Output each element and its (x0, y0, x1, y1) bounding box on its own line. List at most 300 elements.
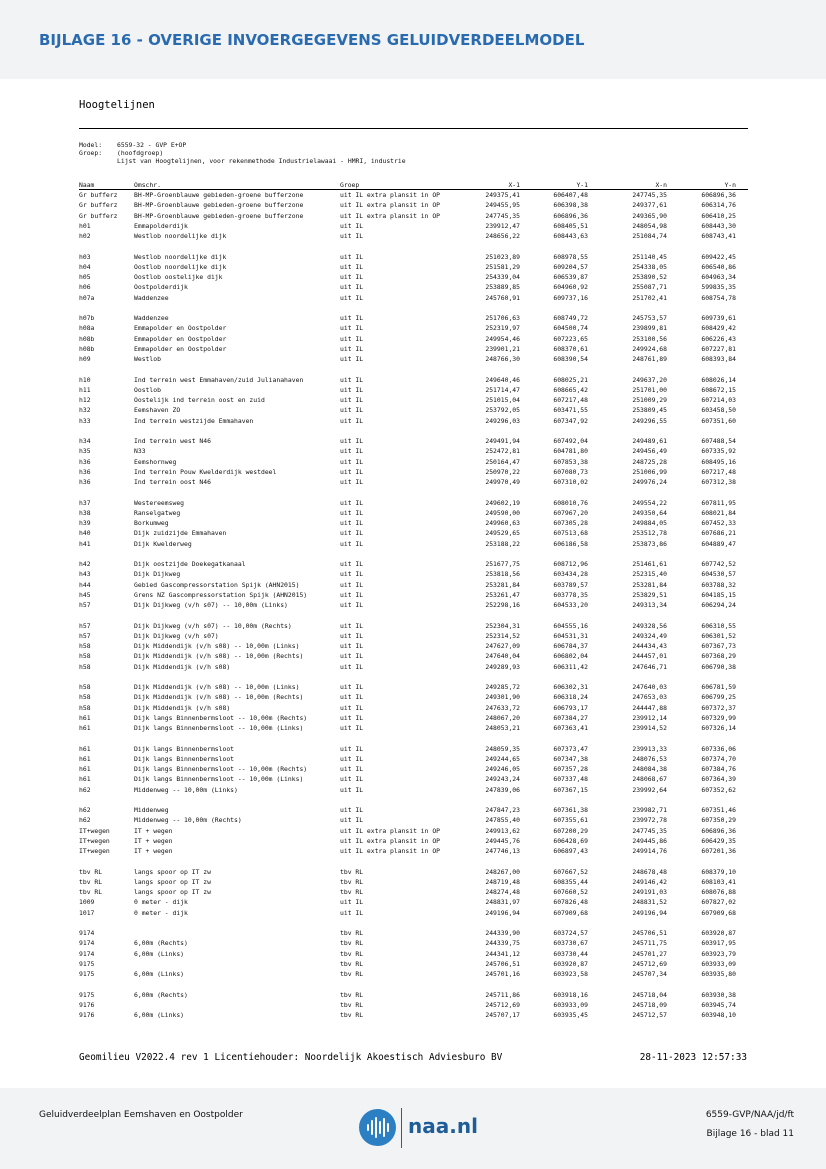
cell-yn: 607364,39 (701, 775, 736, 784)
cell-xn: 239982,71 (632, 806, 667, 814)
cell-y1: 603778,35 (553, 590, 588, 599)
table-row (79, 764, 748, 774)
table-row (79, 200, 748, 210)
cell-y1: 606302,31 (553, 683, 588, 691)
cell-xn: 251009,29 (632, 396, 667, 404)
table-row (79, 498, 748, 508)
cell-x1: 244339,90 (485, 929, 520, 937)
cell-x1: 245711,86 (485, 990, 520, 999)
cell-naam: h57 (79, 631, 91, 640)
table-row (79, 231, 748, 241)
cell-groep: uit IL (340, 642, 364, 650)
cell-x1: 248831,97 (485, 898, 520, 907)
cell-x1: 249590,00 (485, 508, 520, 517)
cell-xn: 239912,14 (632, 713, 667, 722)
groep-value: (hoofdgroep) (117, 149, 164, 158)
cell-groep: uit IL (340, 806, 364, 814)
cell-naam: h45 (79, 590, 91, 599)
cell-xn: 249914,76 (632, 847, 667, 855)
cell-y1: 607305,28 (553, 519, 588, 527)
table-row (79, 252, 748, 262)
cell-omschr: Ind terrein westzijde Emmahaven (134, 416, 254, 425)
table-row (79, 662, 748, 672)
table-row (79, 703, 748, 713)
cell-omschr: Dijk Dijkweg (134, 570, 181, 579)
col-y1: Y-1 (576, 181, 588, 189)
cell-naam: h44 (79, 580, 91, 589)
cell-y1: 607373,47 (553, 744, 588, 753)
cell-groep: uit IL (340, 652, 364, 661)
cell-xn: 245712,69 (632, 959, 667, 968)
cell-x1: 251714,47 (485, 385, 520, 394)
cell-y1: 607337,48 (553, 775, 588, 784)
cell-x1: 248656,22 (485, 232, 520, 240)
cell-groep: tbv RL (340, 949, 364, 958)
cell-yn: 607335,92 (701, 447, 736, 456)
cell-x1: 249529,65 (485, 529, 520, 538)
cell-y1: 604555,16 (553, 621, 588, 630)
cell-yn: 603788,32 (701, 580, 736, 589)
cell-y1: 603724,57 (553, 929, 588, 937)
logo-separator (401, 1108, 402, 1148)
cell-xn: 249328,56 (632, 621, 667, 630)
cell-x1: 245701,16 (485, 970, 520, 978)
table-row (79, 395, 748, 405)
logo-text: naa.nl (408, 1114, 478, 1138)
cell-yn: 607329,99 (701, 713, 736, 722)
cell-xn: 249365,90 (632, 211, 667, 220)
cell-x1: 250164,47 (485, 457, 520, 466)
col-groep: Groep (340, 181, 360, 189)
cell-xn: 248076,53 (632, 754, 667, 763)
col-xn: X-n (655, 181, 667, 189)
table-row (79, 344, 748, 354)
list-description: Lijst van Hoogtelijnen, voor rekenmethode Industrielawaai - HMRI, industrie (117, 157, 406, 166)
cell-x1: 251015,04 (485, 396, 520, 404)
cell-groep: tbv RL (340, 877, 364, 886)
cell-naam: 1017 (79, 908, 95, 917)
cell-y1: 608355,44 (553, 877, 588, 886)
cell-naam: h07b (79, 314, 95, 322)
section-title: Hoogtelijnen (79, 99, 155, 111)
model-label: Model: (79, 141, 103, 149)
cell-naam: 9176 (79, 1000, 95, 1009)
cell-y1: 604960,92 (553, 283, 588, 292)
cell-naam: 9176 (79, 1011, 95, 1019)
table-row (79, 959, 748, 969)
table-row (79, 518, 748, 528)
cell-x1: 248719,48 (485, 877, 520, 886)
cell-yn: 607227,81 (701, 344, 736, 353)
cell-y1: 604533,20 (553, 601, 588, 609)
cell-y1: 608390,54 (553, 355, 588, 363)
cell-yn: 608076,88 (701, 888, 736, 896)
cell-xn: 244434,43 (632, 642, 667, 650)
cell-xn: 239899,81 (632, 324, 667, 333)
group-spacer (79, 241, 748, 251)
cell-naam: IT+wegen (79, 836, 110, 845)
cell-naam: h58 (79, 662, 91, 671)
cell-yn: 606314,76 (701, 201, 736, 210)
cell-groep: uit IL extra plansit in OP (340, 191, 441, 199)
table-row (79, 949, 748, 959)
cell-xn: 253512,78 (632, 529, 667, 538)
cell-y1: 606428,69 (553, 836, 588, 845)
cell-groep: uit IL (340, 324, 364, 333)
cell-groep: uit IL extra plansit in OP (340, 211, 441, 220)
cell-omschr: Dijk Middendijk (v/h s08) -- 10,00m (Rechts) (134, 693, 304, 702)
cell-naam: h12 (79, 396, 91, 404)
cell-yn: 606310,55 (701, 621, 736, 630)
cell-xn: 247640,03 (632, 683, 667, 691)
cell-naam: 9174 (79, 949, 95, 958)
cell-naam: 9175 (79, 959, 95, 968)
group-spacer (79, 795, 748, 805)
cell-omschr: langs spoor op IT zw (134, 877, 211, 886)
cell-y1: 607363,41 (553, 724, 588, 732)
cell-groep: uit IL (340, 283, 364, 292)
cell-groep: uit IL (340, 355, 364, 363)
cell-omschr: Middenweg -- 10,00m (Links) (134, 785, 238, 794)
cell-groep: uit IL (340, 273, 364, 281)
cell-y1: 608370,61 (553, 344, 588, 353)
table-row (79, 600, 748, 610)
cell-yn: 607351,60 (701, 416, 736, 425)
cell-naam: tbv RL (79, 877, 103, 886)
cell-naam: h08b (79, 344, 95, 353)
table-row (79, 282, 748, 292)
table-row (79, 221, 748, 231)
cell-omschr: Westlob noordelijke dijk (134, 232, 227, 240)
cell-naam: h02 (79, 232, 91, 240)
cell-naam: Gr bufferz (79, 201, 118, 210)
cell-y1: 608665,42 (553, 385, 588, 394)
cell-xn: 249489,61 (632, 437, 667, 445)
cell-xn: 245753,57 (632, 314, 667, 322)
cell-xn: 252315,40 (632, 570, 667, 579)
cell-y1: 606897,43 (553, 847, 588, 855)
cell-omschr: Eemshornweg (134, 457, 177, 466)
cell-naam: h61 (79, 765, 91, 773)
col-omschr: Omschr. (134, 181, 161, 189)
table-row (79, 938, 748, 948)
cell-omschr: IT + wegen (134, 826, 173, 835)
cell-groep: uit IL (340, 293, 364, 302)
cell-omschr: BH-MP-Groenblauwe gebieden-groene bufferzone (134, 201, 304, 210)
table-row (79, 723, 748, 733)
cell-groep: uit IL (340, 334, 364, 343)
table-row (79, 641, 748, 651)
cell-yn: 603920,87 (701, 929, 736, 937)
cell-omschr: Dijk zuidzijde Emmahaven (134, 529, 227, 538)
cell-naam: h06 (79, 283, 91, 292)
cell-omschr: Gebied Gascompressorstation Spijk (AHN2015) (134, 580, 300, 589)
cell-omschr: langs spoor op IT zw (134, 867, 211, 876)
cell-y1: 606186,58 (553, 539, 588, 548)
cell-y1: 607667,52 (553, 867, 588, 876)
cell-x1: 249640,46 (485, 375, 520, 384)
cell-groep: uit IL extra plansit in OP (340, 836, 441, 845)
cell-groep: uit IL (340, 631, 364, 640)
cell-yn: 606799,25 (701, 693, 736, 702)
cell-xn: 248725,28 (632, 457, 667, 466)
cell-y1: 606407,48 (553, 191, 588, 199)
cell-naam: tbv RL (79, 867, 103, 876)
cell-omschr: Oostpolderdijk (134, 283, 188, 292)
cell-groep: uit IL (340, 262, 364, 271)
table-row (79, 1000, 748, 1010)
cell-omschr: Dijk Middendijk (v/h s08) -- 10,00m (Links) (134, 683, 300, 691)
cell-y1: 608749,72 (553, 314, 588, 322)
cell-groep: uit IL (340, 662, 364, 671)
cell-x1: 245706,51 (485, 959, 520, 968)
cell-naam: h39 (79, 519, 91, 527)
cell-yn: 608443,30 (701, 221, 736, 230)
cell-y1: 606318,24 (553, 693, 588, 702)
table-row (79, 262, 748, 272)
group-spacer (79, 979, 748, 989)
cell-y1: 606802,04 (553, 652, 588, 661)
cell-xn: 249196,94 (632, 908, 667, 917)
cell-naam: h57 (79, 601, 91, 609)
cell-omschr: 0 meter - dijk (134, 898, 188, 907)
cell-groep: uit IL (340, 416, 364, 425)
groep-label: Groep: (79, 149, 103, 158)
cell-xn: 244447,88 (632, 703, 667, 712)
cell-groep: tbv RL (340, 959, 364, 968)
cell-yn: 608495,16 (701, 457, 736, 466)
cell-y1: 609204,57 (553, 262, 588, 271)
cell-groep: uit IL (340, 406, 364, 415)
cell-yn: 608429,42 (701, 324, 736, 333)
cell-omschr: 6,00m (Rechts) (134, 990, 188, 999)
cell-groep: uit IL (340, 693, 364, 702)
cell-yn: 603933,09 (701, 959, 736, 968)
cell-yn: 607827,02 (701, 898, 736, 907)
cell-x1: 247839,06 (485, 785, 520, 794)
cell-naam: h41 (79, 539, 91, 548)
model-value: 6559-32 - GVP E+OP (117, 141, 187, 149)
table-row (79, 815, 748, 825)
cell-x1: 249913,62 (485, 826, 520, 835)
cell-naam: h57 (79, 621, 91, 630)
cell-xn: 249296,55 (632, 416, 667, 425)
cell-groep: uit IL (340, 775, 364, 784)
cell-omschr: Dijk Middendijk (v/h s08) (134, 662, 231, 671)
cell-xn: 245718,04 (632, 990, 667, 999)
cell-yn: 603917,95 (701, 939, 736, 948)
cell-groep: uit IL (340, 724, 364, 732)
cell-y1: 609737,16 (553, 293, 588, 302)
cell-y1: 608025,21 (553, 375, 588, 384)
table-row (79, 477, 748, 487)
cell-y1: 603789,57 (553, 580, 588, 589)
cell-x1: 247745,35 (485, 211, 520, 220)
cell-naam: h01 (79, 221, 91, 230)
cell-x1: 247627,09 (485, 642, 520, 650)
cell-xn: 249976,24 (632, 478, 667, 486)
cell-naam: h61 (79, 713, 91, 722)
col-x1: X-1 (508, 181, 520, 189)
cell-naam: h36 (79, 457, 91, 466)
cell-y1: 608978,55 (553, 252, 588, 261)
cell-yn: 606410,25 (701, 211, 736, 220)
cell-x1: 251581,29 (485, 262, 520, 271)
cell-naam: Gr bufferz (79, 191, 118, 199)
cell-y1: 607909,68 (553, 908, 588, 917)
cell-naam: h08a (79, 324, 95, 333)
cell-naam: h58 (79, 652, 91, 661)
cell-y1: 607080,73 (553, 467, 588, 476)
table-row (79, 785, 748, 795)
cell-yn: 606781,59 (701, 683, 736, 691)
cell-omschr: 6,00m (Links) (134, 1011, 185, 1019)
table-row (79, 580, 748, 590)
table-row (79, 990, 748, 1000)
cell-yn: 608393,84 (701, 355, 736, 363)
cell-yn: 607326,14 (701, 724, 736, 732)
cell-groep: uit IL (340, 457, 364, 466)
cell-x1: 252298,16 (485, 601, 520, 609)
cell-y1: 606793,17 (553, 703, 588, 712)
cell-x1: 249445,76 (485, 836, 520, 845)
table-row (79, 354, 748, 364)
cell-xn: 251006,99 (632, 467, 667, 476)
cell-groep: uit IL (340, 478, 364, 486)
cell-x1: 239912,47 (485, 221, 520, 230)
cell-naam: h05 (79, 273, 91, 281)
cell-y1: 606784,37 (553, 642, 588, 650)
group-spacer (79, 918, 748, 928)
cell-groep: uit IL (340, 590, 364, 599)
cell-y1: 607853,38 (553, 457, 588, 466)
cell-yn: 607811,95 (701, 498, 736, 507)
cell-xn: 247646,71 (632, 662, 667, 671)
cell-yn: 607350,29 (701, 816, 736, 825)
table-row (79, 375, 748, 385)
cell-xn: 249350,64 (632, 508, 667, 517)
table-row (79, 1010, 748, 1020)
group-spacer (79, 364, 748, 374)
cell-groep: uit IL (340, 785, 364, 794)
cell-groep: uit IL (340, 529, 364, 538)
cell-naam: h33 (79, 416, 91, 425)
cell-omschr: Dijk Dijkweg (v/h s07) -- 10,00m (Rechts) (134, 621, 292, 630)
cell-naam: h61 (79, 724, 91, 732)
cell-groep: uit IL (340, 344, 364, 353)
cell-y1: 606398,38 (553, 201, 588, 210)
cell-y1: 603935,45 (553, 1011, 588, 1019)
group-spacer (79, 426, 748, 436)
cell-x1: 249301,90 (485, 693, 520, 702)
col-yn: Y-n (724, 181, 736, 189)
cell-naam: h58 (79, 693, 91, 702)
cell-xn: 245701,27 (632, 949, 667, 958)
page-number: Bijlage 16 - blad 11 (706, 1129, 794, 1139)
cell-y1: 603933,09 (553, 1000, 588, 1009)
table-row (79, 908, 748, 918)
cell-yn: 608743,41 (701, 232, 736, 240)
cell-groep: tbv RL (340, 867, 364, 876)
cell-x1: 247746,13 (485, 847, 520, 855)
cell-omschr: IT + wegen (134, 836, 173, 845)
cell-groep: uit IL (340, 232, 364, 240)
document-reference: 6559-GVP/NAA/jd/ft (705, 1110, 794, 1120)
cell-omschr: 6,00m (Links) (134, 970, 185, 978)
cell-omschr: Ind terrein Pouw Kwelderdijk westdeel (134, 467, 277, 476)
table-row (79, 323, 748, 333)
page-header (0, 0, 826, 79)
cell-omschr: Dijk Dijkweg (v/h s07) -- 10,00m (Links) (134, 601, 288, 609)
cell-naam: h04 (79, 262, 91, 271)
cell-yn: 608379,10 (701, 867, 736, 876)
cell-groep: uit IL (340, 621, 364, 630)
cell-x1: 249375,41 (485, 191, 520, 199)
cell-x1: 247847,23 (485, 806, 520, 814)
cell-x1: 250970,22 (485, 467, 520, 476)
cell-y1: 607347,92 (553, 416, 588, 425)
cell-naam: h09 (79, 355, 91, 363)
cell-xn: 253100,56 (632, 334, 667, 343)
cell-y1: 603920,87 (553, 959, 588, 968)
cell-groep: uit IL (340, 375, 364, 384)
table-row (79, 293, 748, 303)
cell-x1: 249289,93 (485, 662, 520, 671)
cell-naam: h62 (79, 806, 91, 814)
cell-naam: h58 (79, 642, 91, 650)
cell-groep: uit IL (340, 898, 364, 907)
cell-naam: h08b (79, 334, 95, 343)
cell-y1: 603434,28 (553, 570, 588, 579)
cell-yn: 604530,57 (701, 570, 736, 579)
cell-x1: 247640,04 (485, 652, 520, 661)
cell-naam: h07a (79, 293, 95, 302)
cell-groep: uit IL (340, 221, 364, 230)
cell-x1: 253792,05 (485, 406, 520, 415)
cell-y1: 607513,68 (553, 529, 588, 538)
cell-yn: 603935,80 (701, 970, 736, 978)
divider (79, 128, 748, 129)
cell-xn: 249313,34 (632, 601, 667, 609)
cell-xn: 248054,98 (632, 221, 667, 230)
cell-omschr: Oostlob oostelijke dijk (134, 273, 223, 281)
cell-naam: h10 (79, 375, 91, 384)
cell-groep: uit IL (340, 765, 364, 773)
cell-naam: 9174 (79, 929, 95, 937)
cell-xn: 247745,35 (632, 191, 667, 199)
cell-xn: 239914,52 (632, 724, 667, 732)
cell-xn: 253890,52 (632, 273, 667, 281)
cell-groep: uit IL (340, 539, 364, 548)
cell-x1: 245760,91 (485, 293, 520, 302)
cell-naam: h43 (79, 570, 91, 579)
cell-xn: 239992,64 (632, 785, 667, 794)
cell-groep: tbv RL (340, 990, 364, 999)
cell-y1: 607355,61 (553, 816, 588, 825)
table-row (79, 887, 748, 897)
cell-groep: tbv RL (340, 970, 364, 978)
cell-xn: 249924,68 (632, 344, 667, 353)
cell-xn: 245712,57 (632, 1011, 667, 1019)
cell-xn: 249456,49 (632, 447, 667, 456)
cell-groep: uit IL (340, 601, 364, 609)
cell-omschr: Oostlob (134, 385, 161, 394)
cell-groep: uit IL (340, 580, 364, 589)
cell-naam: IT+wegen (79, 826, 110, 835)
cell-yn: 608021,84 (701, 508, 736, 517)
cell-yn: 604963,34 (701, 273, 736, 281)
table-row (79, 744, 748, 754)
